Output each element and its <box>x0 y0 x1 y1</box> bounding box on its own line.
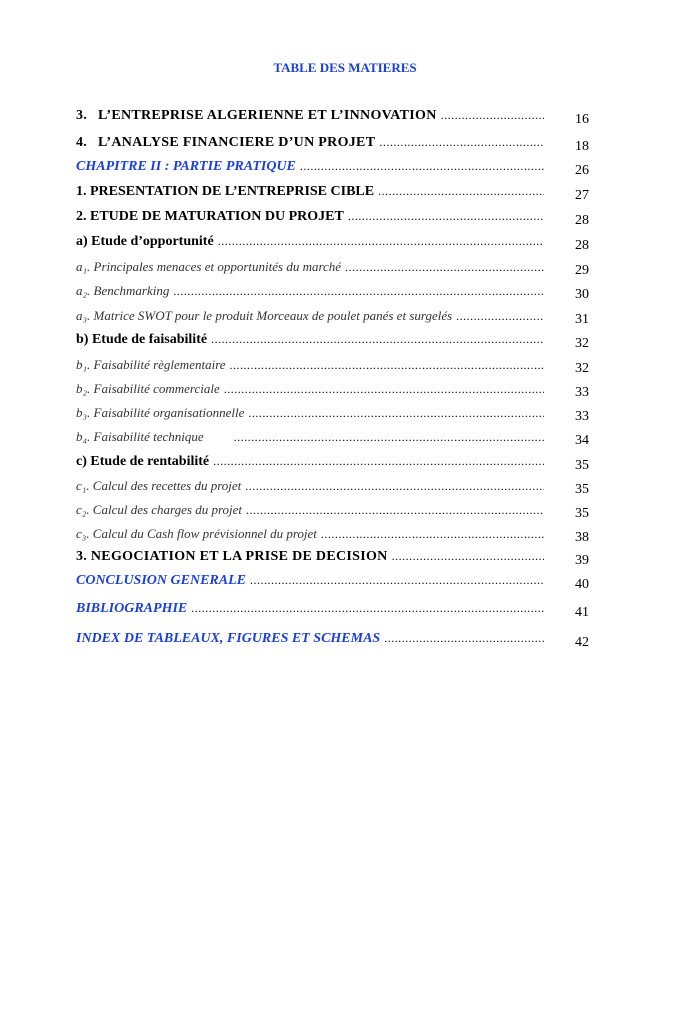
entry-label: CONCLUSION GENERALE <box>76 573 246 588</box>
entry-label: b) Etude de faisabilité <box>76 332 208 347</box>
dot-leader <box>169 284 544 299</box>
dot-leader <box>296 159 544 174</box>
entry-label: 1. PRESENTATION DE L’ENTREPRISE CIBLE <box>76 184 375 199</box>
dot-leader <box>209 454 544 469</box>
page-number: 18 <box>575 139 589 154</box>
dot-leader <box>230 430 544 445</box>
page-number: 35 <box>575 506 589 521</box>
entry-label: a) Etude d’opportunité <box>76 234 214 249</box>
dot-leader <box>207 332 544 347</box>
toc-entry[interactable] <box>76 381 596 401</box>
page-number: 35 <box>575 458 589 473</box>
dot-leader <box>375 135 544 150</box>
toc-entry[interactable] <box>76 332 596 352</box>
toc-entry[interactable] <box>76 502 596 522</box>
section-number: 3. <box>76 108 88 123</box>
toc-entry[interactable] <box>76 526 596 546</box>
dot-leader <box>226 358 544 373</box>
dot-leader <box>344 209 544 224</box>
page-number: 16 <box>575 112 589 127</box>
dot-leader <box>452 309 544 324</box>
entry-label: b₃. Faisabilité organisationnelle <box>76 405 245 420</box>
toc-entry[interactable] <box>76 184 596 204</box>
entry-label: b₂. Faisabilité commerciale <box>76 381 220 396</box>
page-number: 35 <box>575 482 589 497</box>
page-number: 27 <box>575 188 589 203</box>
page-number: 38 <box>575 530 589 545</box>
dot-leader <box>388 549 544 564</box>
toc-entry[interactable] <box>76 357 596 377</box>
dot-leader <box>374 184 544 199</box>
entry-label: BIBLIOGRAPHIE <box>76 601 188 616</box>
entry-label: c₁. Calcul des recettes du projet <box>76 478 242 493</box>
entry-label: L’ANALYSE FINANCIERE D’UN PROJET <box>98 135 376 150</box>
page-number: 32 <box>575 361 589 376</box>
toc-entry[interactable] <box>76 601 596 621</box>
toc-entry[interactable] <box>76 454 596 474</box>
page-number: 32 <box>575 336 589 351</box>
dot-leader <box>380 631 544 646</box>
page-number: 28 <box>575 213 589 228</box>
entry-label: CHAPITRE II : PARTIE PRATIQUE <box>76 159 296 174</box>
dot-leader <box>437 108 544 123</box>
toc-entry[interactable] <box>76 283 596 303</box>
page-number: 30 <box>575 287 589 302</box>
toc-entry[interactable] <box>76 209 596 229</box>
entry-label: c₂. Calcul des charges du projet <box>76 502 243 517</box>
entry-label: b₁. Faisabilité règlementaire <box>76 357 226 372</box>
dot-leader <box>214 234 544 249</box>
toc-entry[interactable] <box>76 259 596 279</box>
entry-label: c) Etude de rentabilité <box>76 454 210 469</box>
dot-leader <box>241 479 544 494</box>
entry-label: a₂. Benchmarking <box>76 283 170 298</box>
page-number: 39 <box>575 553 589 568</box>
page-number: 29 <box>575 263 589 278</box>
entry-label: L’ENTREPRISE ALGERIENNE ET L’INNOVATION <box>98 108 437 123</box>
entry-label: b₄. Faisabilité technique <box>76 429 204 444</box>
toc-entry[interactable] <box>76 429 596 449</box>
dot-leader <box>220 382 544 397</box>
toc-entry[interactable] <box>76 159 596 179</box>
dot-leader <box>317 527 544 542</box>
page-number: 42 <box>575 635 589 650</box>
page-number: 41 <box>575 605 589 620</box>
toc-entry[interactable] <box>76 108 596 128</box>
toc-entry[interactable] <box>76 405 596 425</box>
page-number: 31 <box>575 312 589 327</box>
dot-leader <box>187 601 544 616</box>
toc-entry[interactable] <box>76 631 596 651</box>
toc-title: TABLE DES MATIERES <box>273 60 417 75</box>
page-number: 34 <box>575 433 589 448</box>
entry-label: 2. ETUDE DE MATURATION DU PROJET <box>76 209 344 224</box>
dot-leader <box>242 503 544 518</box>
page-number: 26 <box>575 163 589 178</box>
section-number: 4. <box>76 135 88 150</box>
entry-label: c₃. Calcul du Cash flow prévisionnel du projet <box>76 526 317 541</box>
dot-leader <box>341 260 544 275</box>
toc-entry[interactable] <box>76 308 596 328</box>
entry-label: a₁. Principales menaces et opportunités du marché <box>76 259 342 274</box>
dot-leader <box>244 406 544 421</box>
dot-leader <box>246 573 544 588</box>
page-number: 40 <box>575 577 589 592</box>
page-number: 33 <box>575 385 589 400</box>
toc-entry[interactable] <box>76 478 596 498</box>
toc-entry[interactable] <box>76 549 596 569</box>
page-number: 28 <box>575 238 589 253</box>
page-number: 33 <box>575 409 589 424</box>
toc-entry[interactable] <box>76 135 596 155</box>
entry-label: INDEX DE TABLEAUX, FIGURES ET SCHEMAS <box>76 631 381 646</box>
toc-entry[interactable] <box>76 234 596 254</box>
entry-label: a₃. Matrice SWOT pour le produit Morceaux de poulet panés et surgelés <box>76 308 453 323</box>
toc-entry[interactable] <box>76 573 596 593</box>
entry-label: 3. NEGOCIATION ET LA PRISE DE DECISION <box>76 549 388 564</box>
